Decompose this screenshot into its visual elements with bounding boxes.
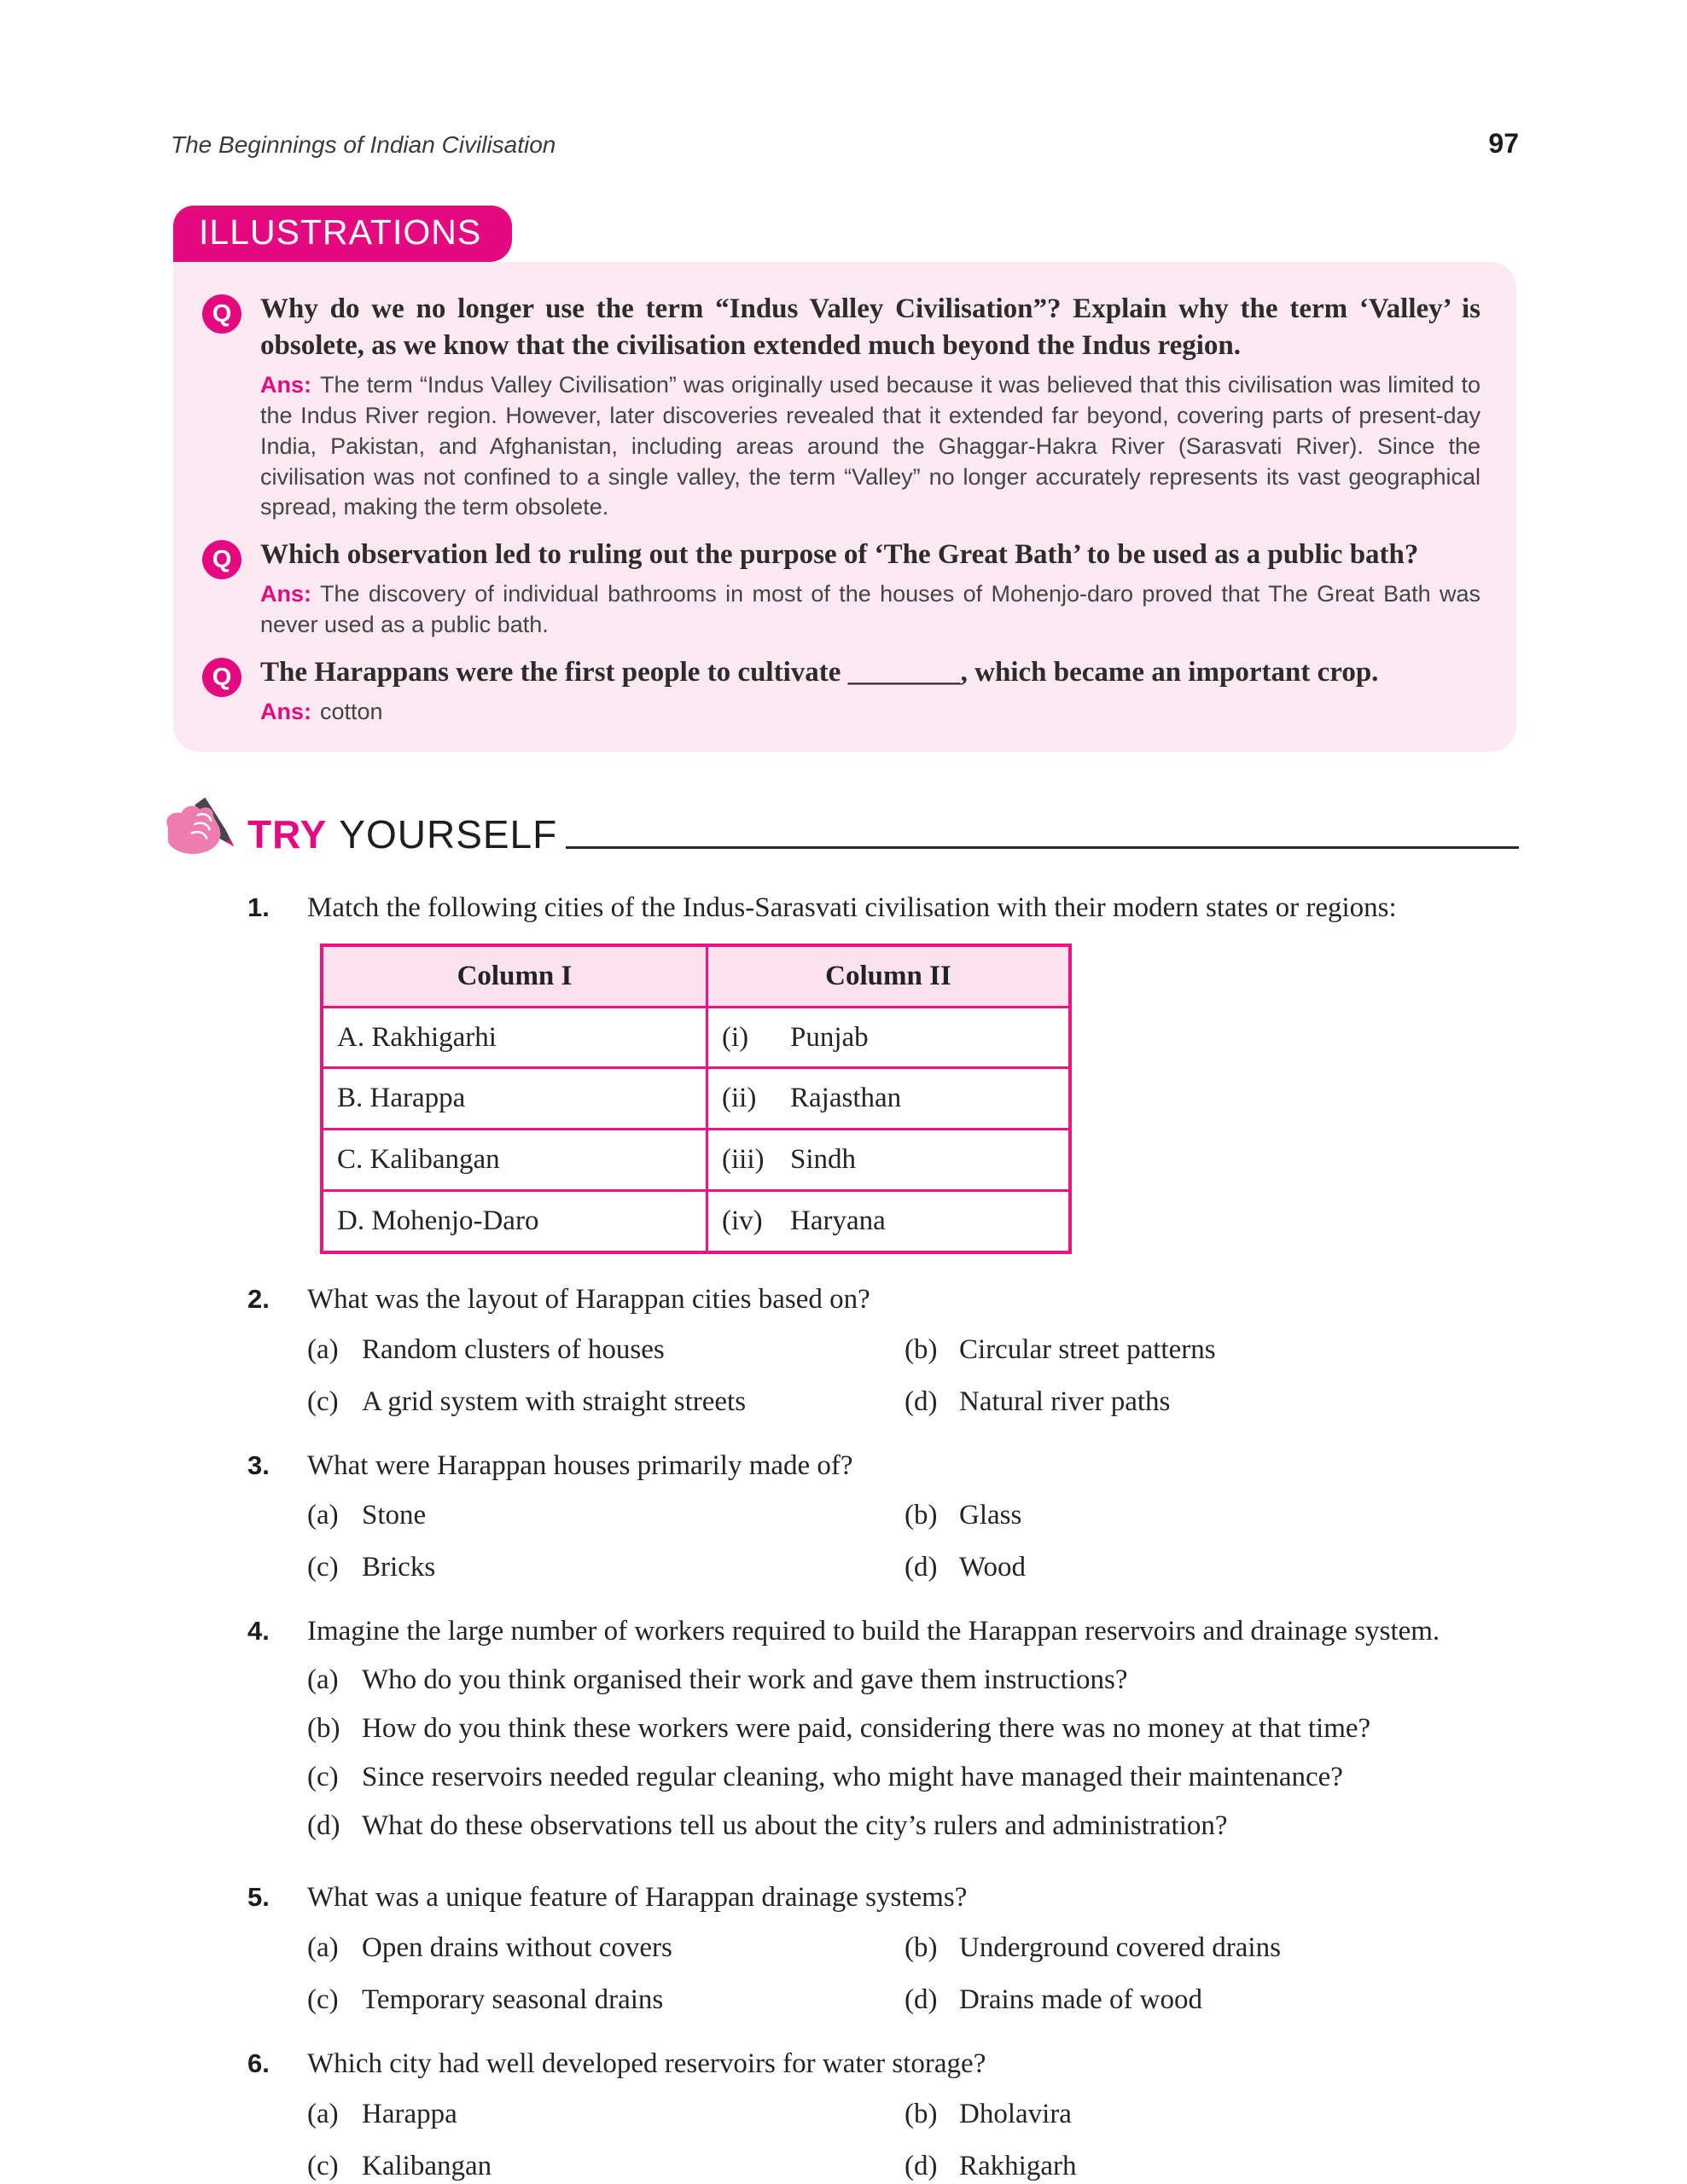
question-number: 1.	[247, 892, 270, 922]
option-key: (a)	[307, 1333, 339, 1365]
option-text: Dholavira	[959, 2098, 1072, 2129]
answer-label: Ans:	[260, 371, 311, 398]
match-table	[320, 944, 1072, 1254]
region-name: Haryana	[790, 1205, 886, 1237]
yourself-label: YOURSELF	[339, 811, 558, 857]
table-cell	[707, 1007, 1071, 1068]
option-text: Circular street patterns	[959, 1333, 1216, 1365]
option-c	[307, 1382, 905, 1422]
option-c	[307, 2146, 905, 2184]
option-d	[905, 1382, 1519, 1422]
option-key: (c)	[307, 2150, 339, 2181]
region-name: Sindh	[790, 1144, 857, 1176]
question-6	[247, 2044, 1519, 2184]
options-grid	[307, 2094, 1519, 2184]
option-text: Harappa	[362, 2098, 457, 2129]
question-number: 2.	[247, 1283, 270, 1314]
qa-item	[202, 654, 1480, 728]
sub-question-text: What do these observations tell us about the city’s rulers and administration?	[362, 1809, 1228, 1841]
table-row	[322, 1068, 1070, 1130]
table-cell	[707, 1130, 1071, 1191]
answer-label: Ans:	[260, 581, 311, 607]
question-text: Which observation led to ruling out the purpose of ‘The Great Bath’ to be used as a public bath?	[260, 539, 1419, 571]
option-key: (c)	[307, 1385, 339, 1417]
option-key: (a)	[307, 1500, 339, 1531]
sub-question-text: How do you think these workers were paid, considering there was no money at that time?	[362, 1712, 1371, 1744]
hand-with-pen-icon	[160, 796, 242, 864]
table-cell	[707, 1068, 1071, 1130]
table-cell: C. Kalibangan	[322, 1130, 707, 1191]
options-grid	[307, 1928, 1519, 2020]
exercise-questions	[247, 888, 1519, 2184]
sub-question-c	[307, 1757, 1519, 1798]
answer-text	[260, 697, 1480, 728]
region-name: Punjab	[790, 1021, 869, 1053]
question-4	[247, 1612, 1519, 1854]
qa-item	[202, 291, 1480, 523]
question-icon: Q	[202, 658, 241, 697]
option-c	[307, 1548, 905, 1588]
column-1-header: Column I	[322, 945, 707, 1007]
answer-label: Ans:	[260, 698, 311, 724]
option-text: Wood	[959, 1552, 1027, 1583]
answer-body: The term “Indus Valley Civilisation” was originally used because it was believed that this civilisation was limited to the Indus River region. However, later discoveries revealed that it extended far beyond, covering parts of present-day India, Pakistan, and Afghanistan, including areas around the Ghaggar-Hakra River (Sarasvati River). Since the civilisation was not confined to a single valley, the term “Valley” no longer accurately represents its vast geographical spread, making the term obsolete.	[260, 371, 1480, 520]
option-d	[905, 1548, 1519, 1588]
option-b	[905, 1330, 1519, 1370]
question-3	[247, 1446, 1519, 1589]
answer-text	[260, 370, 1480, 524]
table-row	[322, 1007, 1070, 1068]
sub-question-b	[307, 1709, 1519, 1749]
options-grid	[307, 1496, 1519, 1588]
option-a	[307, 1496, 905, 1536]
option-b	[905, 1496, 1519, 1536]
question-number: 6.	[247, 2048, 270, 2078]
option-a	[307, 1928, 905, 1968]
column-2-header: Column II	[707, 945, 1071, 1007]
try-label: TRY	[247, 811, 328, 857]
option-key: (d)	[905, 1552, 938, 1583]
page-number: 97	[1488, 128, 1519, 159]
sub-question-text: Since reservoirs needed regular cleaning, who might have managed their maintenance?	[362, 1761, 1343, 1792]
option-key: (b)	[307, 1712, 340, 1744]
question-text: Why do we no longer use the term “Indus Valley Civilisation”? Explain why the term ‘Valley’ is obsolete, as we know that the civilisation extended much beyond the Indus region.	[260, 293, 1480, 361]
question-text: Which city had well developed reservoirs for water storage?	[307, 2048, 986, 2079]
sub-questions	[307, 1660, 1519, 1845]
option-text: Bricks	[362, 1552, 436, 1583]
table-cell: D. Mohenjo-Daro	[322, 1191, 707, 1252]
option-key: (d)	[905, 1385, 938, 1417]
question-icon: Q	[202, 294, 241, 334]
sub-question-a	[307, 1660, 1519, 1700]
options-grid	[307, 1330, 1519, 1422]
option-key: (c)	[307, 1761, 339, 1792]
option-key: (b)	[905, 2098, 938, 2129]
option-text: Glass	[959, 1500, 1022, 1531]
question-number: 3.	[247, 1449, 270, 1480]
option-a	[307, 1330, 905, 1370]
roman-numeral: (i)	[722, 1021, 749, 1053]
question-text: What were Harappan houses primarily made of?	[307, 1449, 853, 1481]
option-text: Open drains without covers	[362, 1932, 672, 1964]
option-text: A grid system with straight streets	[362, 1385, 747, 1417]
option-key: (d)	[905, 2150, 938, 2181]
option-key: (a)	[307, 1932, 339, 1964]
question-text: Match the following cities of the Indus-Sarasvati civilisation with their modern states or regions:	[307, 892, 1397, 923]
answer-body: cotton	[320, 698, 383, 724]
option-key: (c)	[307, 1552, 339, 1583]
option-text: Stone	[362, 1500, 427, 1531]
question-2	[247, 1280, 1519, 1422]
option-key: (b)	[905, 1932, 938, 1964]
table-row	[322, 1191, 1070, 1252]
illustrations-body	[173, 262, 1516, 752]
option-text: Random clusters of houses	[362, 1333, 665, 1365]
question-5	[247, 1878, 1519, 2020]
option-key: (c)	[307, 1984, 339, 2016]
option-text: Rakhigarh	[959, 2150, 1077, 2181]
option-key: (d)	[307, 1809, 340, 1841]
question-text: What was the layout of Harappan cities based on?	[307, 1283, 870, 1315]
option-text: Temporary seasonal drains	[362, 1984, 664, 2016]
option-text: Underground covered drains	[959, 1932, 1281, 1964]
option-key: (d)	[905, 1984, 938, 2016]
table-cell	[707, 1191, 1071, 1252]
roman-numeral: (iii)	[722, 1144, 765, 1176]
question-text: Imagine the large number of workers required to build the Harappan reservoirs and drainage system.	[307, 1616, 1440, 1647]
option-key: (a)	[307, 2098, 339, 2129]
illustrations-panel	[173, 206, 1516, 752]
option-c	[307, 1980, 905, 2020]
table-row	[322, 1130, 1070, 1191]
chapter-title: The Beginnings of Indian Civilisation	[171, 131, 556, 158]
table-cell: A. Rakhigarhi	[322, 1007, 707, 1068]
heading-rule	[566, 846, 1519, 849]
option-key: (b)	[905, 1333, 938, 1365]
answer-text	[260, 579, 1480, 641]
option-a	[307, 2094, 905, 2135]
illustrations-tab: ILLUSTRATIONS	[173, 206, 512, 262]
sub-question-text: Who do you think organised their work and gave them instructions?	[362, 1664, 1128, 1695]
page-header	[0, 0, 1687, 160]
option-text: Natural river paths	[959, 1385, 1171, 1417]
option-key: (a)	[307, 1664, 339, 1695]
question-number: 5.	[247, 1882, 270, 1913]
roman-numeral: (ii)	[722, 1083, 757, 1114]
question-text: The Harappans were the first people to cultivate ________, which became an important crop.	[260, 657, 1379, 688]
question-icon: Q	[202, 540, 241, 579]
option-key: (b)	[905, 1500, 938, 1531]
option-text: Kalibangan	[362, 2150, 492, 2181]
option-b	[905, 2094, 1519, 2135]
roman-numeral: (iv)	[722, 1205, 763, 1237]
region-name: Rajasthan	[790, 1083, 902, 1114]
answer-body: The discovery of individual bathrooms in most of the houses of Mohenjo-daro proved that The Great Bath was never used as a public bath.	[260, 581, 1480, 638]
table-cell: B. Harappa	[322, 1068, 707, 1130]
question-number: 4.	[247, 1616, 270, 1647]
sub-question-d	[307, 1806, 1519, 1846]
question-text: What was a unique feature of Harappan drainage systems?	[307, 1882, 968, 1914]
option-d	[905, 2146, 1519, 2184]
option-b	[905, 1928, 1519, 1968]
table-header-row	[322, 945, 1070, 1007]
qa-item	[202, 537, 1480, 641]
question-1	[247, 888, 1519, 1256]
option-d	[905, 1980, 1519, 2020]
option-text: Drains made of wood	[959, 1984, 1203, 2016]
try-yourself-heading	[160, 796, 1519, 857]
